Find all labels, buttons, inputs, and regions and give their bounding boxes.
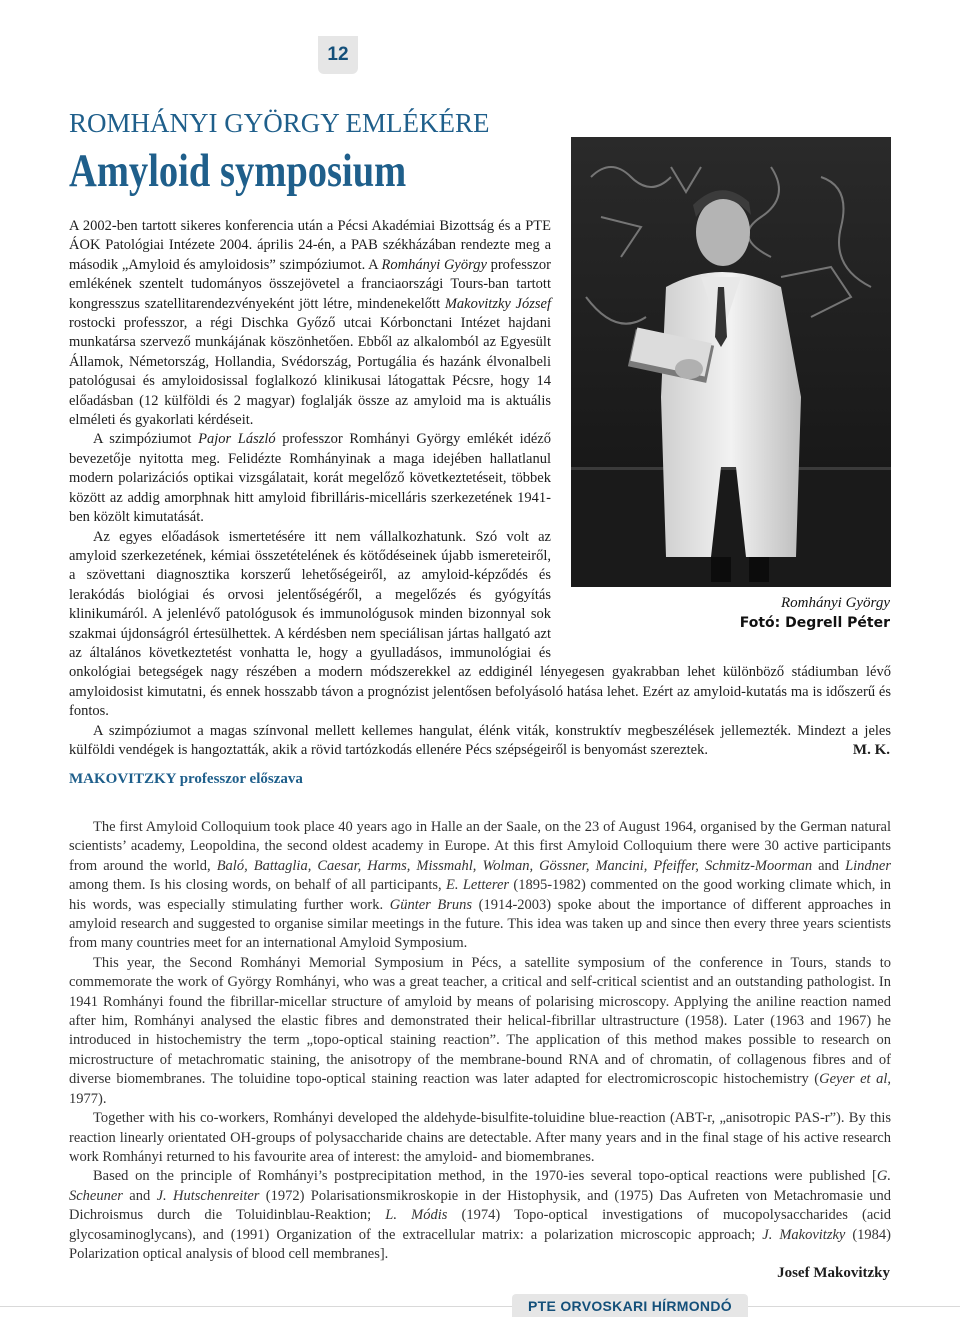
en-signoff: Josef Makovitzky (777, 1265, 890, 1281)
hu-paragraph-2: A szimpóziumot Pajor László professzor Romhányi György emlékét idéző bevezetője nyitotta meg. Felidézte Romhányinak a maga idejében hallatlanul modern polarizációs optikai vizsgálatait, korát megelőző következtetéseit, többek között az addig amorphnak hitt amyloid fibrilláris-micelláris szerkezetének 1941-ben közölt kimutatását. (69, 431, 551, 526)
photo-float-spacer (559, 217, 891, 647)
en-paragraph-4: Based on the principle of Romhányi’s postprecipitation method, in the 1970-ies several topo-optical reactions were published [G. Scheuner and J. Hutschenreiter (1972) Polarisationsmikroskopie in der Histophysik, and (1975) Das Aufreten von Metachromasie und Dichroismus durch die Toluidinblau-Reaktion; L. Módis (1974) Topo-optical investigations of mucopolysaccharides (acid glycosaminoglycans), and (1991) Organization of the extracellular matrix: a polarization microscopic approach; J. Makovitzky (1984) Polarization optical analysis of blood cell membranes]. (69, 1168, 891, 1262)
photo-caption-name: Romhányi György (781, 595, 890, 611)
en-paragraph-3: Together with his co-workers, Romhányi developed the aldehyde-bisulfite-toluidine blue-reaction (ABT-r, „anisotropic PAS-r”). By this reaction linearly orientated OH-groups of polysaccharide chains are detectable. After many years and in the final stage of his active research work Romhányi returned to his favourite area of interest: the amyloid- and biomembranes. (69, 1110, 891, 1165)
hu-paragraph-1: A 2002-ben tartott sikeres konferencia után a Pécsi Akadémiai Bizottság és a PTE ÁOK Patológiai Intézete 2004. április 24-én, a PAB székházában rendezte meg a második „Amyloid és amyloidosis” szimpóziumot. A Romhányi György professzor emlékének szentelt tudományos összejövetel a franciaországi Tours-ban tartott kongresszus szatellitarendezvényeként jött létre, mindenekelőtt Makovitzky József rostocki professzor, a régi Dischka Győző utcai Kórbonctani Intézet hajdani munkatársa szervező munkájának köszönhetően. Ebből az alkalomból az Egyesült Államok, Németország, Hollandia, Svédország, Portugália és hazánk élvonalbeli patológusai és amyloidosissal foglalkozó klinikusai látogattak Pécsre, hogy 14 előadásban (12 külföldi és 2 magyar) foglalják össze az amyloid ma is aktuális elméleti és gyakorlati kérdéseit. (69, 218, 551, 429)
hu-paragraph-4: A szimpóziumot a magas színvonal mellett kellemes hangulat, élénk viták, konstruktív megbeszélések jellemezték. Mindezt a jeles külföldi vendégek is hangoztatták, akik a rövid tartózkodás ellenére Pécs szépségeiről is benyomást szereztek. (69, 722, 891, 758)
hungarian-article (69, 217, 891, 760)
page-number: 12 (318, 36, 358, 74)
page-title: Amyloid symposium (69, 145, 407, 197)
hu-signoff: M. K. (852, 742, 890, 758)
section-heading: MAKOVITZKY professzor előszava (69, 771, 303, 787)
english-article (69, 818, 891, 1264)
footer-publication-name: PTE ORVOSKARI HÍRMONDÓ (512, 1294, 748, 1317)
section-kicker: ROMHÁNYI GYÖRGY EMLÉKÉRE (69, 108, 490, 138)
footer-rule (0, 1306, 960, 1307)
en-paragraph-1: The first Amyloid Colloquium took place 40 years ago in Halle an der Saale, on the 23 of August 1964, organised by the German natural scientists’ academy, Leopoldina, the second oldest academy in Europe. At this first Amyloid Colloquium there were 30 active participants from around the world, Baló, Battaglia, Caesar, Harms, Missmahl, Wolman, Gössner, Mancini, Pfeiffer, Schmitz-Moorman and Lindner among them. Is his closing words, on behalf of all participants, E. Letterer (1895-1982) commented on the good working climate which, in his words, was especially stimulating further work. Günter Bruns (1914-2003) spoke about the importance of different approaches in amyloid research and suggested to organise similar meetings in the future. This idea was taken up and since then every three years scientists from many countries meet for an international Amyloid Symposium. (69, 819, 891, 952)
en-paragraph-2: This year, the Second Romhányi Memorial Symposium in Pécs, a satellite symposium of the conference in Tours, stands to commemorate the work of György Romhányi, who was a great teacher, a critical and self-critical scientist and an outstanding pathologist. In 1941 Romhányi found the fibrillar-micellar structure of amyloid by means of polarising microscopy. Applying the aniline reaction named after him, Romhányi analysed the elastic fibres and demonstrated their helical-fibrillar ultrastructure (1958). Later (1963 and 1967) he introduced in histochemistry the term „topo-optical staining reaction”. The application of this method makes possible to research on microstructure of metachromatic staining, the anisotropy of the membrane-bound RNA and of chromatin, of collagenous fibres and of diverse biomembranes. The toluidine topo-optical staining reaction was later adapted for electromicroscopic histochemistry (Geyer et al, 1977). (69, 954, 891, 1107)
photo-caption-credit: Fotó: Degrell Péter (739, 615, 890, 631)
hu-paragraph-3: Az egyes előadások ismertetésére itt nem vállalkozhatunk. Szó volt az amyloid szerkezetének, kémiai összetételének és kötődéseinek újabb ismereteiről, a szövettani diagnosztika korszerű lehetőségeiről, az amyloid-képződés és lerakódás biológiai és orvosi jelentőségéről, a megelőzés és gyógyítás klinikumáról. A jelenlévő patológusok és immunológusok minden bizonnyal sok szakmai újdonságról értesülhettek. A kérdésben nem speciálisan jártas hallgató azt az általános következtetést vonhatta le, hogy a gyulladásos, immunológiai és onkológiai betegségek nagy részében a modern módszerekkel az eddiginél lényegesen gyakrabban lehet különböző stádiumban lévő amyloidosist kimutatni, és ennek hosszabb távon a prognózist jelentősen befolyásoló hatása lehet. Ezért az amyloid-kutatás ma is időszerű és fontos. (69, 528, 891, 720)
